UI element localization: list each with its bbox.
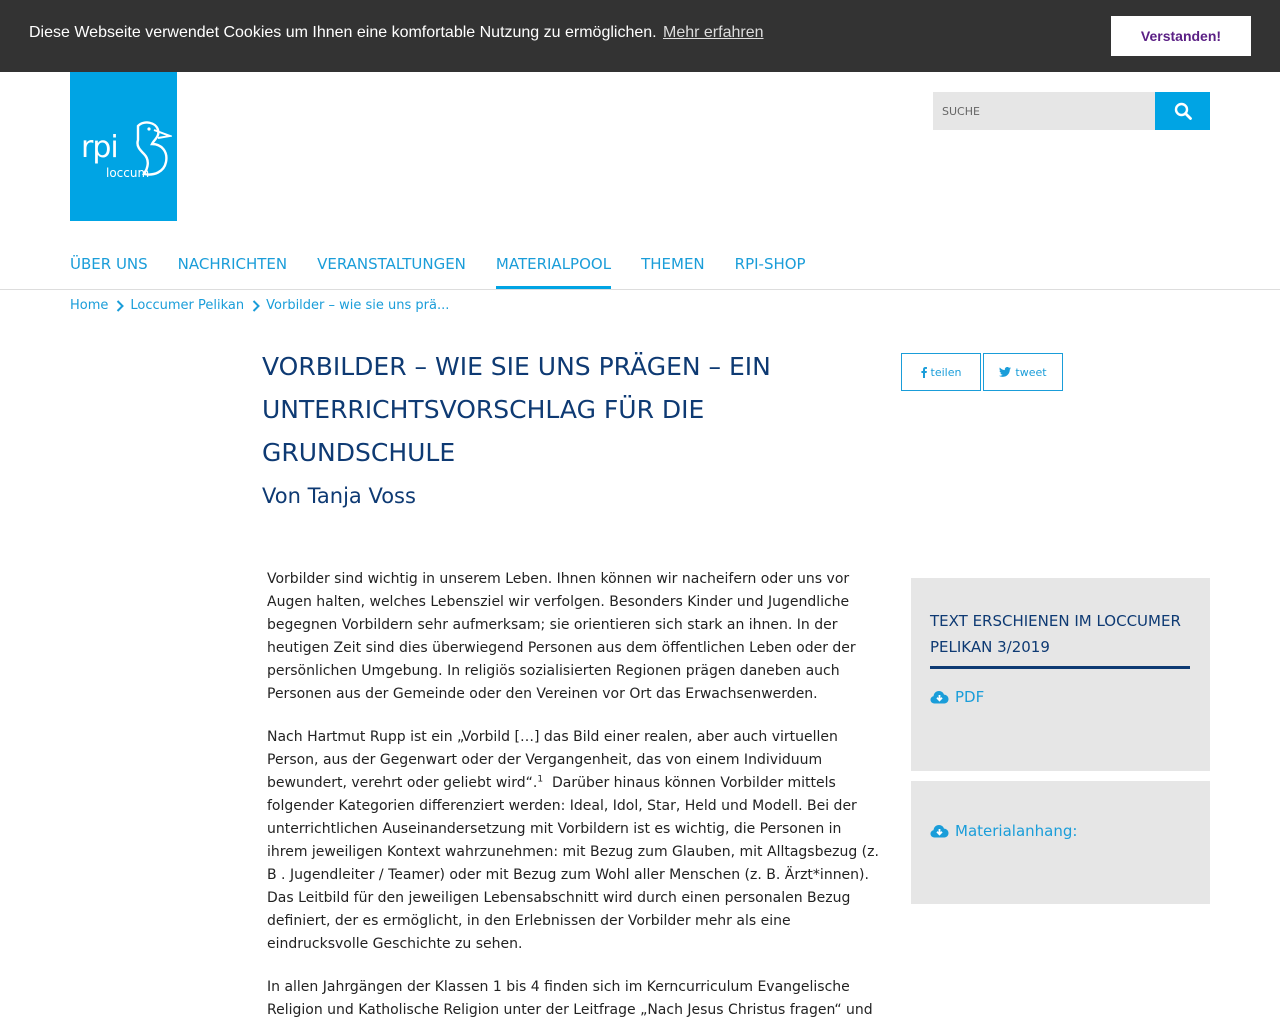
cookie-accept-button[interactable]: Verstanden! bbox=[1111, 16, 1251, 56]
material-attachment-box bbox=[911, 781, 1210, 904]
article-paragraph: In allen Jahrgängen der Klassen 1 bis 4 finden sich im Kerncurriculum Evangelische Religion und Katholische Religion unter der Leitfrage „Nach Jesus Christus fragen“ und bbox=[267, 979, 873, 1018]
cloud-download-icon bbox=[930, 824, 949, 838]
twitter-share-label: tweet bbox=[1015, 365, 1047, 379]
article-quote: Nach Hartmut Rupp ist ein „Vorbild […] das Bild einer realen, aber auch virtuellen Person, aus der Gegenwart oder der Vergangenheit, das von einem Individuum bewundert, verehrt oder geliebt wird“. bbox=[267, 729, 838, 791]
breadcrumb-loccumer-pelikan[interactable]: Loccumer Pelikan bbox=[130, 298, 245, 313]
cookie-banner bbox=[0, 0, 1280, 72]
chevron-right-icon bbox=[116, 300, 124, 312]
nav-divider bbox=[0, 289, 1280, 290]
twitter-icon bbox=[999, 367, 1011, 377]
article-body bbox=[267, 568, 881, 1024]
logo-subtext: loccum bbox=[106, 166, 150, 180]
breadcrumb bbox=[70, 298, 449, 313]
page-title: VORBILDER – WIE SIE UNS PRÄGEN – EIN UNTERRICHTSVORSCHLAG FÜR DIE GRUNDSCHULE bbox=[262, 352, 771, 467]
article-paragraph: Vorbilder sind wichtig in unserem Leben. Ihnen können wir nacheifern oder uns vor Augen halten, welches Lebensziel wir verfolgen. Besonders Kinder und Jugendliche begegnen Vorbildern sehr aufmerksam; sie orientieren sich stark an ihnen. In der heutigen Zeit sind dies überwiegend Personen aus dem öffentlichen Leben oder der persönlichen Umgebung. In religiös sozialisierten Regionen prägen daneben auch Personen aus der Gemeinde oder den Vereinen vor Ort das Erwachsenwerden. bbox=[267, 571, 856, 702]
facebook-share-button[interactable] bbox=[901, 353, 981, 391]
search-icon bbox=[1174, 102, 1192, 120]
chevron-right-icon bbox=[252, 300, 260, 312]
cookie-message: Diese Webseite verwendet Cookies um Ihnen eine komfortable Nutzung zu ermöglichen. bbox=[29, 24, 657, 41]
article-paragraph-text: Darüber hinaus können Vorbilder mittels folgender Kategorien differenziert werden: Ideal, Idol, Star, Held und Modell. Bei der unterrichtlichen Auseinandersetzung mit Vorbildern ist es wichtig, die Personen in ihrem jeweiligen Kontext wahrzunehmen: mit Bezug zum Glauben, mit Alltagsbezug (z. B . Jugendleiter / Teamer) oder mit Bezug zum Wohl aller Menschen (z. B. Ärzt*innen). Das Leitbild für den jeweiligen Lebensabschnitt wird durch einen personalen Bezug definiert, der es ermöglicht, in den Erlebnissen der Vorbilder mehr als eine eindrucksvolle Geschichte zu sehen. bbox=[267, 775, 879, 952]
facebook-share-label: teilen bbox=[930, 365, 962, 379]
search-button[interactable] bbox=[1155, 92, 1210, 130]
publication-info-box bbox=[911, 578, 1210, 771]
footnote-marker[interactable]: 1 bbox=[537, 774, 544, 785]
cookie-more-link[interactable]: Mehr erfahren bbox=[663, 24, 764, 41]
material-attachment-label: Materialanhang: bbox=[955, 822, 1078, 840]
breadcrumb-current[interactable]: Vorbilder – wie sie uns prä... bbox=[266, 298, 450, 313]
site-logo[interactable] bbox=[70, 72, 177, 221]
search-input[interactable] bbox=[933, 92, 1155, 130]
nav-item-themen[interactable]: THEMEN bbox=[641, 255, 705, 273]
main-nav bbox=[70, 255, 836, 289]
article-author: Von Tanja Voss bbox=[262, 484, 416, 508]
cloud-download-icon bbox=[930, 690, 949, 704]
nav-item-materialpool[interactable]: MATERIALPOOL bbox=[496, 255, 611, 289]
pdf-download-link[interactable] bbox=[930, 688, 984, 706]
nav-item-rpi-shop[interactable]: RPI-SHOP bbox=[734, 255, 806, 273]
article-paragraph bbox=[267, 726, 881, 956]
breadcrumb-home[interactable]: Home bbox=[70, 298, 109, 313]
logo-text: rpi bbox=[81, 130, 118, 165]
material-attachment-link[interactable] bbox=[930, 822, 1077, 840]
twitter-share-button[interactable] bbox=[983, 353, 1063, 391]
nav-item-ueber-uns[interactable]: ÜBER UNS bbox=[70, 255, 148, 273]
publication-info-title: TEXT ERSCHIENEN IM LOCCUMER PELIKAN 3/2019 bbox=[930, 608, 1190, 669]
nav-item-veranstaltungen[interactable]: VERANSTALTUNGEN bbox=[317, 255, 466, 273]
facebook-icon bbox=[921, 367, 927, 378]
nav-item-nachrichten[interactable]: NACHRICHTEN bbox=[177, 255, 288, 273]
pdf-label: PDF bbox=[955, 688, 985, 706]
